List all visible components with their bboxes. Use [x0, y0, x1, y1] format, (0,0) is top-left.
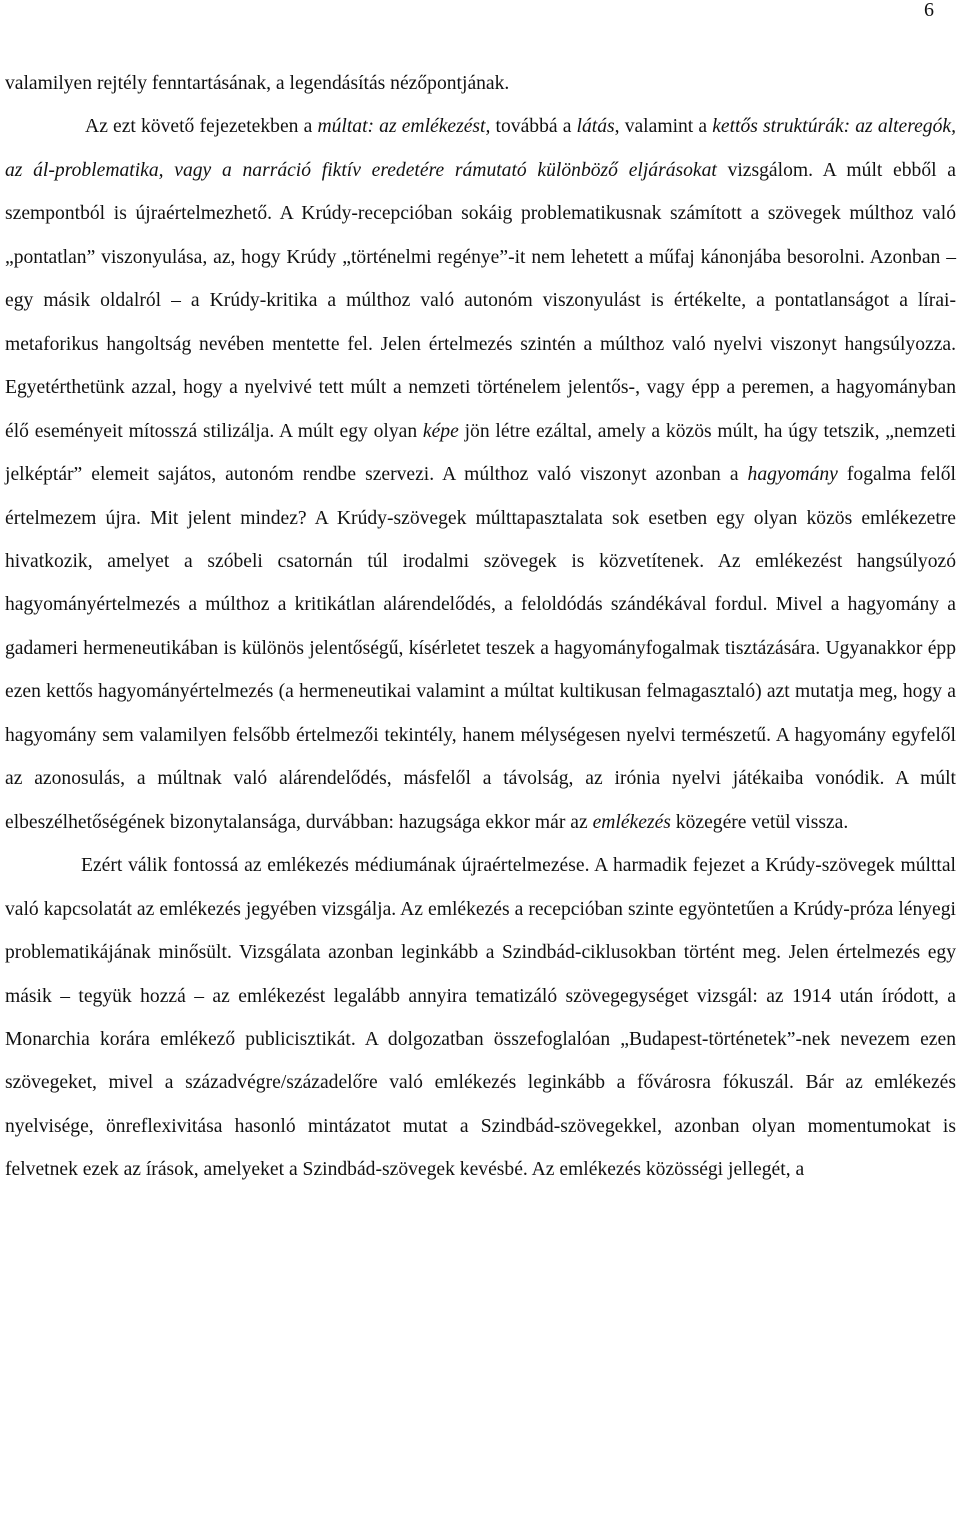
- paragraph-1-text: továbbá a: [490, 116, 577, 138]
- italic-term: hagyomány: [747, 464, 838, 486]
- paragraph-2: [5, 844, 956, 1192]
- italic-term: emlékezés: [592, 811, 671, 833]
- paragraph-1: [5, 62, 956, 844]
- paragraph-1-text: , valamint a: [614, 116, 713, 138]
- paragraph-2-text: Ezért válik fontossá az emlékezés médiumának újraértelmezése. A harmadik fejezet a Krúdy-szövegek múlttal való kapcsolatát az emlékezés jegyében vizsgálja. Az emlékezés a recepcióban szinte egyöntetűen a Krúdy-próza lényegi problematikájának minősült. Vizsgálata azonban leginkább a Szindbád-ciklusokban történt meg. Jelen értelmezés egy másik – tegyük hozzá – az emlékezést legalább annyira tematizáló szövegegységet vizsgál: az 1914 után íródott, a Monarchia korára emlékező publicisztikát. A dolgozatban összefoglalóan „Budapest-történetek”-nek nevezem ezen szövegeket, mivel a századvégre/századelőre való emlékezés leginkább a fővárosra fókuszál. Bár az emlékezés nyelvisége, önreflexivitása hasonló mintázatot mutat a Szindbád-szövegekkel, azonban olyan momentumokat is felvetnek ezek az írások, amelyeket a Szindbád-szövegek kevésbé. Az emlékezés közösségi jellegét, a: [5, 855, 956, 1181]
- italic-term: múltat: az emlékezést,: [317, 116, 491, 138]
- paragraph-1-text: fogalma felől értelmezem újra. Mit jelent mindez? A Krúdy-szövegek múlttapasztalata sok esetben egy olyan közös emlékezetre hivatkozik, amelyet a szóbeli csatornán túl irodalmi szövegek is közvetítenek. Az emlékezést hangsúlyozó hagyományértelmezés a múlthoz a kritikátlan alárendelődés, a feloldódás szándékával fordul. Mivel a hagyomány a gadameri hermeneutikában is különös jelentőségű, kísérletet teszek a hagyományfogalmak tisztázására. Ugyanakkor épp ezen kettős hagyományértelmezés (a hermeneutikai valamint a múltat kultikusan felmagasztaló) azt mutatja meg, hogy a hagyomány sem valamilyen felsőbb értelmezői tekintély, hanem mélységesen nyelvi természetű. A hagyomány egyfelől az azonosulás, a múltnak való alárendelődés, másfelől a távolság, az irónia nyelvi játékaiba vonódik. A múlt elbeszélhetőségének bizonytalansága, durvábban: hazugsága ekkor már az: [5, 464, 957, 833]
- paragraph-1-text: Az ezt követő fejezetekben a: [81, 116, 318, 138]
- italic-term: kettős struktúrák: az alteregók, az ál-problematika, vagy a narráció fiktív eredetére rámutató különböző eljárásokat: [5, 116, 956, 181]
- paragraph-1-text: jön létre ezáltal, amely a közös múlt, ha úgy tetszik, „nemzeti jelképtár” elemeit sajátos, autonóm rendbe szervezi. A múlthoz való viszonyt azonban a: [5, 420, 956, 486]
- paragraph-1-text: vizsgálom. A múlt ebből a szempontból is újraértelmezhető. A Krúdy-recepcióban sokáig problematikusnak számított a szövegek múlthoz való „pontatlan” viszonyulása, az, hogy Krúdy „történelmi regénye”-it nem lehetett a műfaj kánonjába besorolni. Azonban – egy másik oldalról – a Krúdy-kritika a múlthoz való autonóm viszonyulást is értékelte, a pontatlanságot a lírai-metaforikus hangoltság nevében mentette fel. Jelen értelmezés szintén a múlthoz való nyelvi viszonyt hangsúlyozza. Egyetérthetünk azzal, hogy a nyelvivé tett múlt a nemzeti történelem jelentős-, vagy épp a peremen, a hagyományban élő eseményeit mítosszá stilizálja. A múlt egy olyan: [5, 159, 956, 442]
- italic-term: látás: [576, 116, 615, 138]
- body-text: [5, 62, 956, 1192]
- italic-term: képe: [422, 420, 459, 442]
- page-number: 6: [924, 0, 934, 21]
- paragraph-1-opening: valamilyen rejtély fenntartásának, a legendásítás nézőpontjának.: [5, 73, 510, 94]
- paragraph-1-text: közegére vetül vissza.: [670, 811, 849, 833]
